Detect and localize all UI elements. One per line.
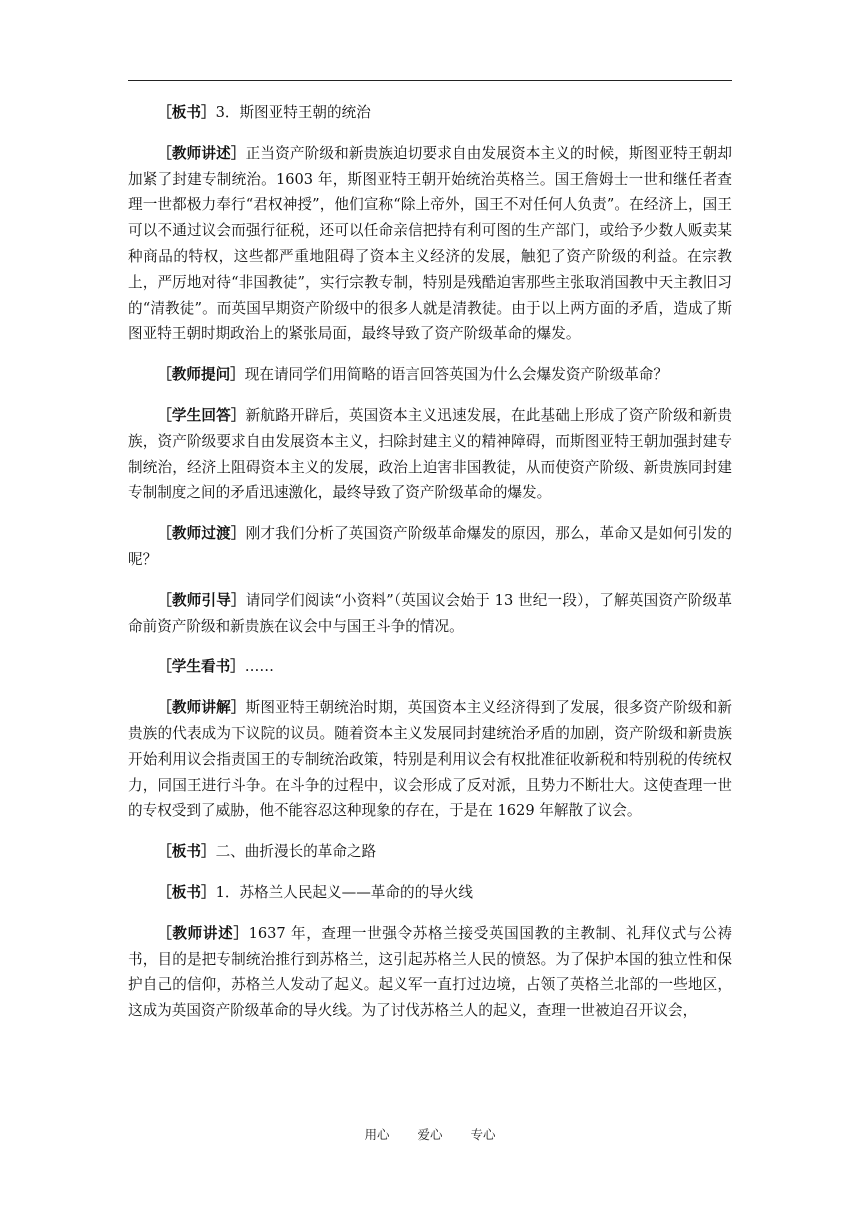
paragraph	[128, 403, 732, 506]
footer-item: 专心	[470, 1127, 496, 1142]
paragraph-tag: ［板书］	[157, 843, 216, 861]
footer-item: 用心	[364, 1127, 390, 1142]
paragraph-text: 正当资产阶级和新贵族迫切要求自由发展资本主义的时候，斯图亚特王朝却加紧了封建专制统治。1603 年，斯图亚特王朝开始统治英格兰。国王詹姆士一世和继任者查理一世都极力奉行“君权神授”，他们宣称“除上帝外，国王不对任何人负责”。在经济上，国王可以不通过议会而强行征税，还可以任命亲信把持有利可图的生产部门，或给予少数人贩卖某种商品的特权，这些都严重地阻碍了资本主义经济的发展，触犯了资产阶级的利益。在宗教上，严厉地对待“非国教徒”，实行宗教专制，特别是残酷迫害那些主张取消国教中天主教旧习的“清教徒”。而英国早期资产阶级中的很多人就是清教徒。由于以上两方面的矛盾，造成了斯图亚特王朝时期政治上的紧张局面，最终导致了资产阶级革命的爆发。	[128, 144, 732, 343]
paragraph-tag: ［教师讲述］	[157, 144, 246, 162]
paragraph-text: 现在请同学们用简略的语言回答英国为什么会爆发资产阶级革命？	[244, 366, 668, 384]
paragraph-text: 新航路开辟后，英国资本主义迅速发展，在此基础上形成了资产阶级和新贵族，资产阶级要求自由发展资本主义，扫除封建主义的精神障碍，而斯图亚特王朝加强封建专制统治，经济上阻碍资本主义的发展，政治上迫害非国教徒，从而使资产阶级、新贵族同封建专制制度之间的矛盾迅速激化，最终导致了资产阶级革命的爆发。	[128, 406, 732, 502]
paragraph-text: 1637 年，查理一世强令苏格兰接受英国国教的主教制、礼拜仪式与公祷书，目的是把专制统治推行到苏格兰，这引起苏格兰人民的愤怒。为了保护本国的独立性和保护自己的信仰，苏格兰人发动了起义。起义军一直打过边境，占领了英格兰北部的一些地区，这成为英国资产阶级革命的导火线。为了讨伐苏格兰人的起义，查理一世被迫召开议会，	[128, 924, 732, 1020]
document-body	[128, 100, 732, 1039]
paragraph	[128, 521, 732, 573]
paragraph	[128, 695, 732, 824]
paragraph-tag: ［教师引导］	[157, 591, 246, 609]
paragraph	[128, 921, 732, 1024]
paragraph	[128, 588, 732, 640]
paragraph-text: 3．斯图亚特王朝的统治	[215, 104, 371, 121]
paragraph	[128, 880, 732, 906]
page-footer	[0, 1125, 860, 1143]
paragraph	[128, 141, 732, 347]
paragraph-tag: ［教师讲述］	[157, 924, 249, 942]
paragraph	[128, 839, 732, 865]
paragraph-text: ……	[244, 658, 274, 676]
paragraph-text: 请同学们阅读“小资料”（英国议会始于 13 世纪一段），了解英国资产阶级革命前资产阶级和新贵族在议会中与国王斗争的情况。	[128, 591, 732, 635]
paragraph-tag: ［学生看书］	[157, 658, 245, 676]
footer-item: 爱心	[417, 1127, 443, 1142]
paragraph-text: 刚才我们分析了英国资产阶级革命爆发的原因，那么，革命又是如何引发的呢？	[128, 525, 732, 568]
paragraph-text: 二、曲折漫长的革命之路	[215, 843, 377, 861]
paragraph-text: 1．苏格兰人民起义——革命的的导火线	[215, 883, 473, 901]
header-rule	[128, 80, 732, 81]
paragraph	[128, 100, 732, 126]
paragraph-tag: ［教师提问］	[157, 366, 245, 384]
paragraph-tag: ［板书］	[157, 883, 216, 901]
paragraph-tag: ［教师过渡］	[157, 525, 246, 543]
paragraph-text: 斯图亚特王朝统治时期，英国资本主义经济得到了发展，很多资产阶级和新贵族的代表成为下议院的议员。随着资本主义发展同封建统治矛盾的加剧，资产阶级和新贵族开始利用议会指责国王的专制统治政策，特别是利用议会有权批准征收新税和特别税的传统权力，同国王进行斗争。在斗争的过程中，议会形成了反对派，且势力不断壮大。这使查理一世的专权受到了威胁，他不能容忍这种现象的存在，于是在 1629 年解散了议会。	[128, 699, 732, 820]
paragraph-tag: ［学生回答］	[157, 406, 246, 424]
paragraph-tag: ［板书］	[157, 104, 216, 121]
paragraph	[128, 654, 732, 680]
paragraph	[128, 362, 732, 388]
paragraph-tag: ［教师讲解］	[157, 699, 246, 717]
